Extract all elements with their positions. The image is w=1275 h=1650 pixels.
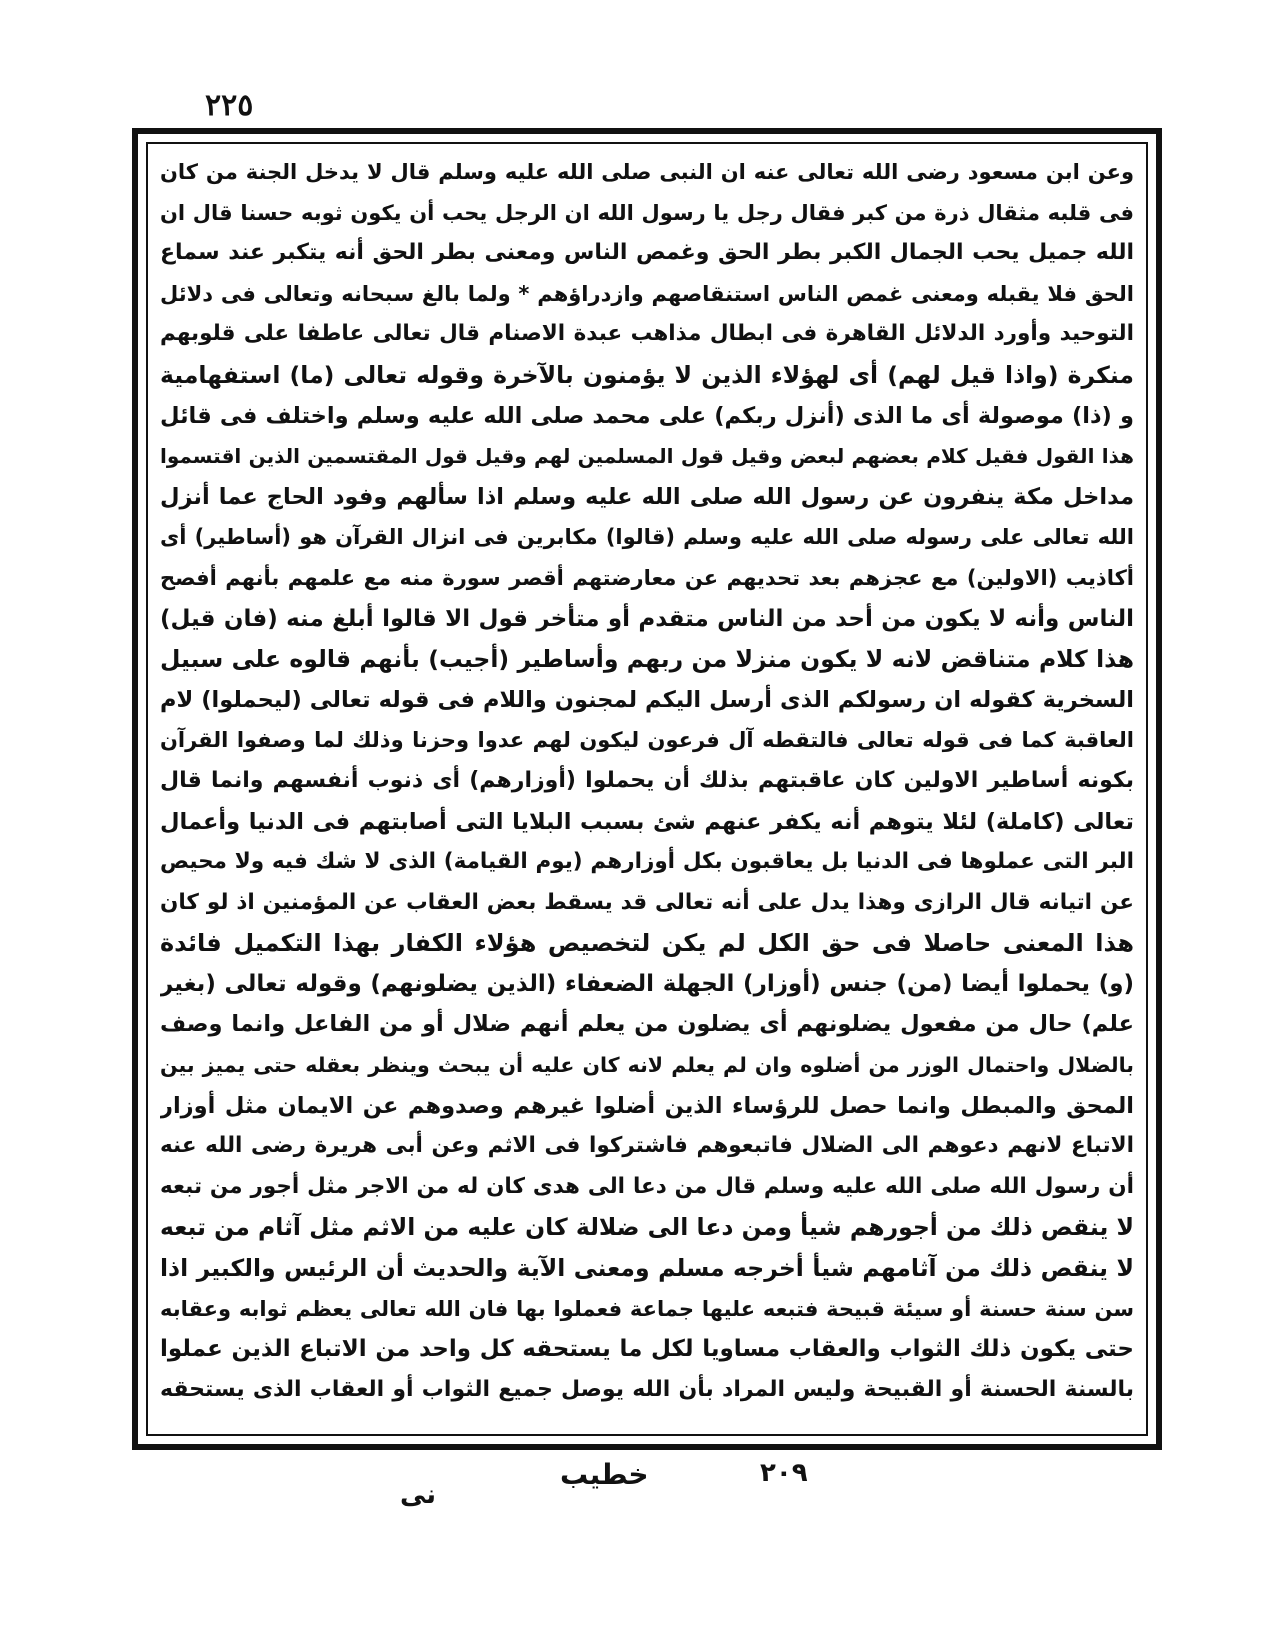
text-line: الناس وأنه لا يكون من أحد من الناس متقدم أو متأخر قول الا قالوا أبلغ منه (فان قيل) xyxy=(160,605,1134,632)
text-line: أكاذيب (الاولين) مع عجزهم بعد تحديهم عن معارضتهم أقصر سورة منه مع علمهم بأنهم أفصح xyxy=(160,565,1134,590)
text-line: الله تعالى على رسوله صلى الله عليه وسلم (قالوا) مكابرين فى انزال القرآن هو (أساطير) أى xyxy=(160,525,1134,550)
text-line: السخرية كقوله ان رسولكم الذى أرسل اليكم لمجنون واللام فى قوله تعالى (ليحملوا) لام xyxy=(160,686,1134,713)
text-line: سن سنة حسنة أو سيئة قبيحة فتبعه عليها جماعة فعملوا بها فان الله تعالى يعظم ثوابه وعقابه xyxy=(160,1296,1134,1321)
text-line: بالسنة الحسنة أو القبيحة وليس المراد بأن الله يوصل جميع الثواب أو العقاب الذى يستحقه xyxy=(160,1376,1134,1402)
text-line: و (ذا) موصولة أى ما الذى (أنزل ربكم) على محمد صلى الله عليه وسلم واختلف فى قائل xyxy=(160,402,1134,429)
text-line: الله جميل يحب الجمال الكبر بطر الحق وغمص الناس ومعنى بطر الحق أنه يتكبر عند سماع xyxy=(160,240,1134,266)
text-line: حتى يكون ذلك الثواب والعقاب مساويا لكل ما يستحقه كل واحد من الاتباع الذين عملوا xyxy=(160,1336,1134,1363)
text-line: الاتباع لانهم دعوهم الى الضلال فاتبعوهم فاشتركوا فى الاثم وعن أبى هريرة رضى الله عنه xyxy=(160,1133,1134,1159)
text-line: العاقبة كما فى قوله تعالى فالتقطه آل فرعون ليكون لهم عدوا وحزنا وذلك لما وصفوا القرآن xyxy=(160,728,1134,753)
page-frame xyxy=(132,128,1162,1450)
text-line: مداخل مكة ينفرون عن رسول الله صلى الله عليه وسلم اذا سألهم وفود الحاج عما أنزل xyxy=(160,483,1134,510)
text-line: علم) حال من مفعول يضلونهم أى يضلون من يعلم أنهم ضلال أو من الفاعل وانما وصف xyxy=(160,1011,1134,1038)
text-line: تعالى (كاملة) لئلا يتوهم أنه يكفر عنهم شئ بسبب البلايا التى أصابتهم فى الدنيا وأعمال xyxy=(160,808,1134,835)
text-line: الحق فلا يقبله ومعنى غمص الناس استنقاصهم وازدراؤهم * ولما بالغ سبحانه وتعالى فى دلائل xyxy=(160,281,1134,306)
text-line: هذا كلام متناقض لانه لا يكون منزلا من ربهم وأساطير (أجيب) بأنهم قالوه على سبيل xyxy=(160,645,1134,674)
footer-letter: نى xyxy=(400,1480,437,1510)
text-line: لا ينقص ذلك من أجورهم شيأ ومن دعا الى ضلالة كان عليه من الاثم مثل آثام من تبعه xyxy=(160,1213,1134,1242)
text-line: عن اتيانه قال الرازى وهذا يدل على أنه تعالى قد يسقط بعض العقاب عن المؤمنين اذ لو كان xyxy=(160,889,1134,915)
text-line: البر التى عملوها فى الدنيا بل يعاقبون بكل أوزارهم (يوم القيامة) الذى لا شك فيه ولا محيص xyxy=(160,849,1134,875)
body-text xyxy=(160,152,1134,1410)
text-line: (و) يحملوا أيضا (من) جنس (أوزار) الجهلة الضعفاء (الذين يضلونهم) وقوله تعالى (بغير xyxy=(160,970,1134,997)
signature-number: ٢٠٩ xyxy=(760,1458,808,1488)
footer-title: خطيب xyxy=(560,1458,649,1491)
text-line: التوحيد وأورد الدلائل القاهرة فى ابطال مذاهب عبدة الاصنام قال تعالى عاطفا على قلوبهم xyxy=(160,321,1134,347)
text-line: وعن ابن مسعود رضى الله تعالى عنه ان النبى صلى الله عليه وسلم قال لا يدخل الجنة من كان xyxy=(160,160,1134,184)
text-line: بالضلال واحتمال الوزر من أضلوه وان لم يعلم لانه كان عليه أن يبحث وينظر بعقله حتى يميز بين xyxy=(160,1053,1134,1078)
page-footer xyxy=(360,1458,880,1538)
text-line: منكرة (واذا قيل لهم) أى لهؤلاء الذين لا يؤمنون بالآخرة وقوله تعالى (ما) استفهامية xyxy=(160,360,1134,389)
text-line: المحق والمبطل وانما حصل للرؤساء الذين أضلوا غيرهم وصدوهم عن الايمان مثل أوزار xyxy=(160,1092,1134,1119)
text-line: بكونه أساطير الاولين كان عاقبتهم بذلك أن يحملوا (أوزارهم) أى ذنوب أنفسهم وانما قال xyxy=(160,767,1134,793)
text-frame xyxy=(146,142,1148,1436)
text-line: أن رسول الله صلى الله عليه وسلم قال من دعا الى هدى كان له من الاجر مثل أجور من تبعه xyxy=(160,1173,1134,1199)
text-line: لا ينقص ذلك من آثامهم شيأ أخرجه مسلم ومعنى الآية والحديث أن الرئيس والكبير اذا xyxy=(160,1254,1134,1283)
text-line: هذا القول فقيل كلام بعضهم لبعض وقيل قول المسلمين لهم وقيل قول المقتسمين الذين اقتسموا xyxy=(160,444,1134,469)
text-line: هذا المعنى حاصلا فى حق الكل لم يكن لتخصيص هؤلاء الكفار بهذا التكميل فائدة xyxy=(160,929,1134,958)
text-line: فى قلبه مثقال ذرة من كبر فقال رجل يا رسول الله ان الرجل يحب أن يكون ثوبه حسنا قال ان xyxy=(160,200,1134,225)
page-number: ٢٢٥ xyxy=(205,88,254,123)
